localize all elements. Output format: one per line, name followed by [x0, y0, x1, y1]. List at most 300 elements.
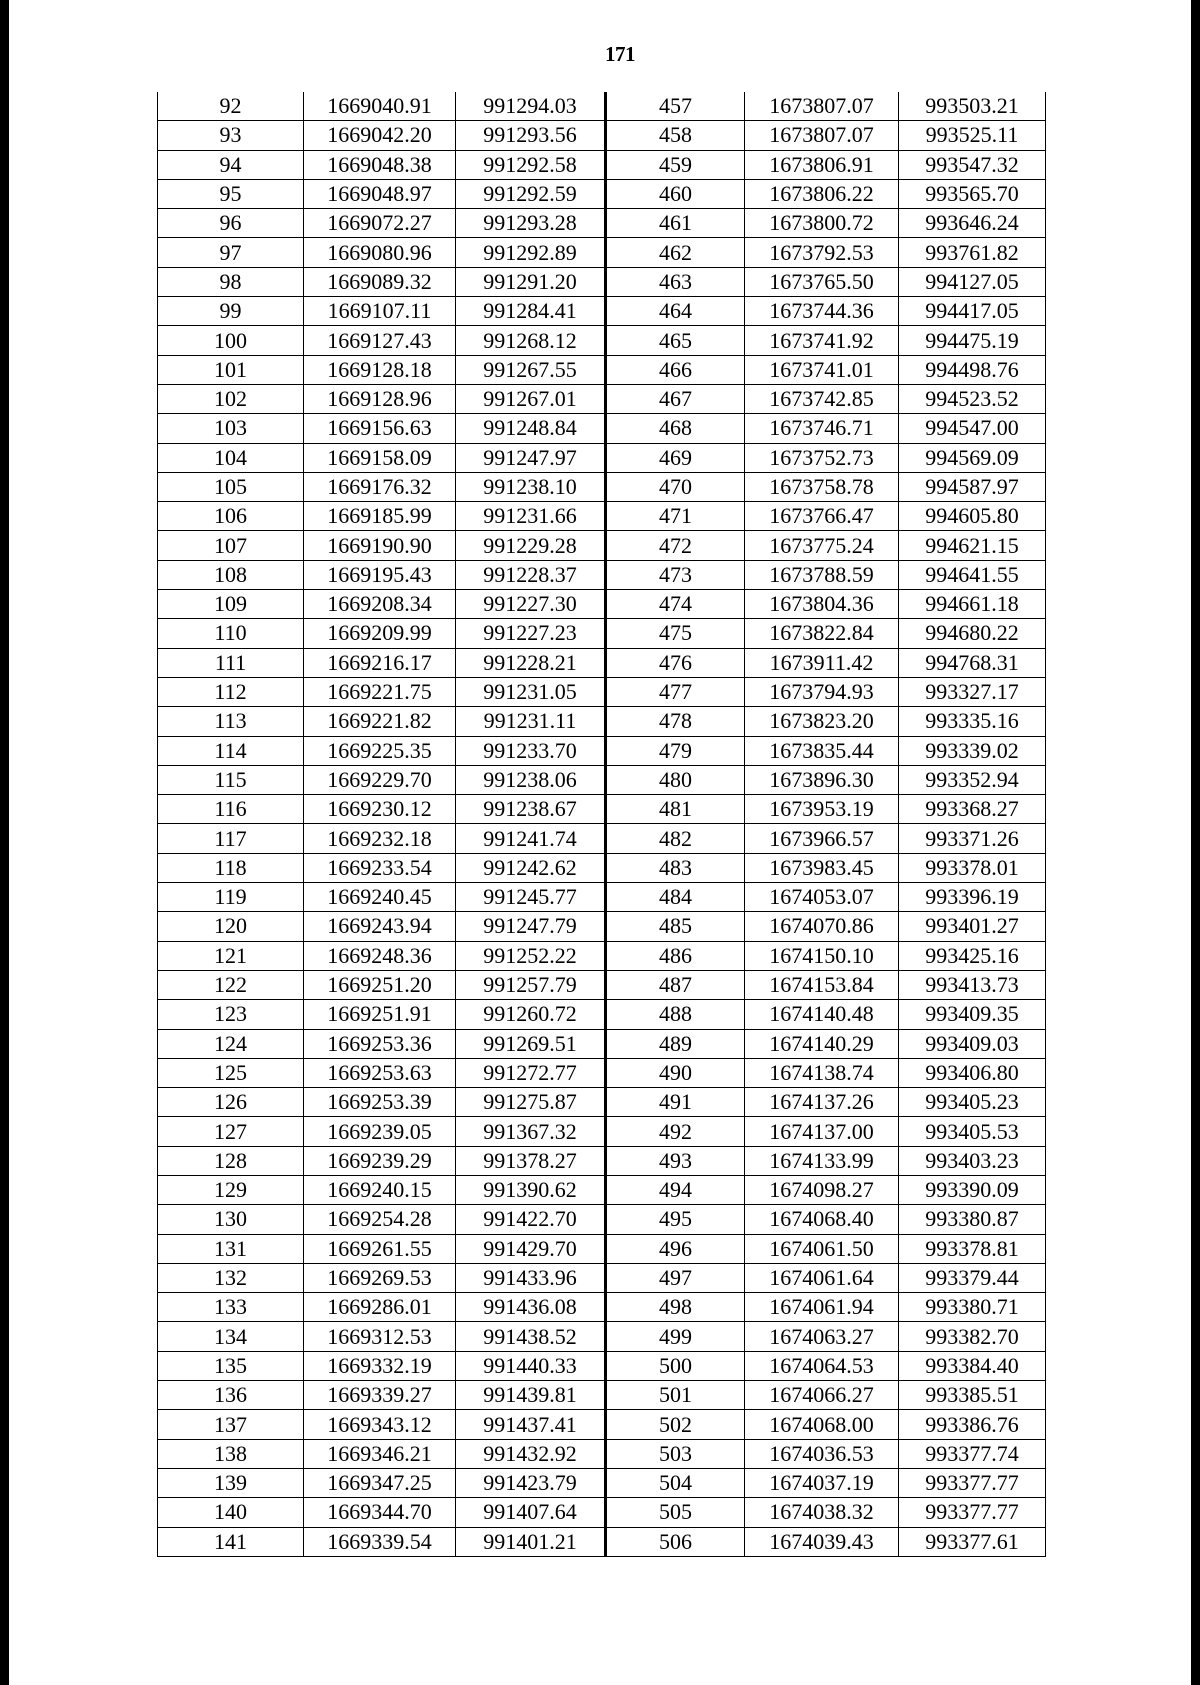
- table-cell-point-number: 124: [158, 1029, 304, 1058]
- table-cell-x-coordinate: 1669072.27: [304, 209, 456, 238]
- table-cell-y-coordinate: 993405.53: [899, 1117, 1046, 1146]
- table-row: [158, 941, 1046, 970]
- table-cell-x-coordinate: 1669254.28: [304, 1205, 456, 1234]
- table-cell-point-number: 110: [158, 619, 304, 648]
- table-row: [158, 1351, 1046, 1380]
- table-cell-x-coordinate: 1674061.50: [745, 1234, 899, 1263]
- table-row: [158, 1439, 1046, 1468]
- table-cell-y-coordinate: 991423.79: [456, 1468, 606, 1497]
- table-cell-point-number: 495: [606, 1205, 745, 1234]
- table-cell-y-coordinate: 991275.87: [456, 1088, 606, 1117]
- table-cell-point-number: 138: [158, 1439, 304, 1468]
- table-cell-point-number: 117: [158, 824, 304, 853]
- table-cell-y-coordinate: 993382.70: [899, 1322, 1046, 1351]
- table-cell-y-coordinate: 993390.09: [899, 1175, 1046, 1204]
- table-cell-y-coordinate: 991238.10: [456, 472, 606, 501]
- table-cell-y-coordinate: 991231.66: [456, 502, 606, 531]
- table-cell-x-coordinate: 1669240.45: [304, 883, 456, 912]
- table-cell-y-coordinate: 993646.24: [899, 209, 1046, 238]
- table-cell-y-coordinate: 994605.80: [899, 502, 1046, 531]
- table-cell-point-number: 504: [606, 1468, 745, 1497]
- table-cell-x-coordinate: 1669233.54: [304, 853, 456, 882]
- table-row: [158, 1000, 1046, 1029]
- table-cell-x-coordinate: 1673835.44: [745, 736, 899, 765]
- table-cell-y-coordinate: 993761.82: [899, 238, 1046, 267]
- table-cell-x-coordinate: 1674039.43: [745, 1527, 899, 1556]
- table-cell-point-number: 496: [606, 1234, 745, 1263]
- table-cell-x-coordinate: 1674061.94: [745, 1293, 899, 1322]
- table-cell-x-coordinate: 1669080.96: [304, 238, 456, 267]
- table-cell-y-coordinate: 991238.06: [456, 765, 606, 794]
- table-cell-x-coordinate: 1669158.09: [304, 443, 456, 472]
- table-cell-y-coordinate: 993377.74: [899, 1439, 1046, 1468]
- table-cell-x-coordinate: 1673983.45: [745, 853, 899, 882]
- table-cell-point-number: 99: [158, 297, 304, 326]
- table-row: [158, 1468, 1046, 1497]
- table-cell-y-coordinate: 991436.08: [456, 1293, 606, 1322]
- table-cell-point-number: 474: [606, 590, 745, 619]
- table-row: [158, 1293, 1046, 1322]
- table-row: [158, 883, 1046, 912]
- table-row: [158, 1234, 1046, 1263]
- scan-edge-right: [1191, 0, 1200, 1685]
- table-cell-x-coordinate: 1673744.36: [745, 297, 899, 326]
- table-cell-point-number: 127: [158, 1117, 304, 1146]
- table-cell-x-coordinate: 1673792.53: [745, 238, 899, 267]
- table-cell-y-coordinate: 993386.76: [899, 1410, 1046, 1439]
- table-cell-x-coordinate: 1669048.38: [304, 150, 456, 179]
- table-cell-point-number: 92: [158, 92, 304, 121]
- table-cell-point-number: 460: [606, 179, 745, 208]
- table-cell-x-coordinate: 1669107.11: [304, 297, 456, 326]
- table-row: [158, 648, 1046, 677]
- table-cell-y-coordinate: 993401.27: [899, 912, 1046, 941]
- table-cell-x-coordinate: 1669251.91: [304, 1000, 456, 1029]
- table-cell-y-coordinate: 991293.28: [456, 209, 606, 238]
- table-cell-point-number: 102: [158, 384, 304, 413]
- table-cell-y-coordinate: 993405.23: [899, 1088, 1046, 1117]
- table-cell-y-coordinate: 993380.87: [899, 1205, 1046, 1234]
- table-cell-point-number: 105: [158, 472, 304, 501]
- table-cell-y-coordinate: 991268.12: [456, 326, 606, 355]
- table-cell-x-coordinate: 1669346.21: [304, 1439, 456, 1468]
- table-cell-point-number: 123: [158, 1000, 304, 1029]
- table-cell-x-coordinate: 1669042.20: [304, 121, 456, 150]
- table-cell-x-coordinate: 1669127.43: [304, 326, 456, 355]
- table-cell-x-coordinate: 1674066.27: [745, 1381, 899, 1410]
- table-row: [158, 1527, 1046, 1556]
- table-cell-point-number: 459: [606, 150, 745, 179]
- table-cell-y-coordinate: 991252.22: [456, 941, 606, 970]
- table-cell-y-coordinate: 991438.52: [456, 1322, 606, 1351]
- table-cell-point-number: 473: [606, 560, 745, 589]
- table-cell-y-coordinate: 993565.70: [899, 179, 1046, 208]
- table-cell-x-coordinate: 1673746.71: [745, 414, 899, 443]
- table-cell-x-coordinate: 1674036.53: [745, 1439, 899, 1468]
- table-row: [158, 853, 1046, 882]
- table-row: [158, 502, 1046, 531]
- table-row: [158, 121, 1046, 150]
- table-cell-x-coordinate: 1673823.20: [745, 707, 899, 736]
- table-cell-y-coordinate: 991367.32: [456, 1117, 606, 1146]
- table-cell-x-coordinate: 1669253.36: [304, 1029, 456, 1058]
- table-cell-x-coordinate: 1673966.57: [745, 824, 899, 853]
- table-cell-point-number: 130: [158, 1205, 304, 1234]
- table-cell-y-coordinate: 991228.37: [456, 560, 606, 589]
- table-cell-point-number: 468: [606, 414, 745, 443]
- table-cell-point-number: 464: [606, 297, 745, 326]
- table-cell-x-coordinate: 1674137.00: [745, 1117, 899, 1146]
- table-row: [158, 619, 1046, 648]
- table-row: [158, 238, 1046, 267]
- table-cell-point-number: 505: [606, 1498, 745, 1527]
- table-cell-point-number: 498: [606, 1293, 745, 1322]
- table-cell-point-number: 113: [158, 707, 304, 736]
- table-cell-x-coordinate: 1674098.27: [745, 1175, 899, 1204]
- table-cell-x-coordinate: 1669048.97: [304, 179, 456, 208]
- table-cell-point-number: 482: [606, 824, 745, 853]
- table-cell-x-coordinate: 1674061.64: [745, 1263, 899, 1292]
- table-cell-point-number: 499: [606, 1322, 745, 1351]
- table-cell-point-number: 467: [606, 384, 745, 413]
- table-cell-point-number: 487: [606, 970, 745, 999]
- table-cell-point-number: 128: [158, 1146, 304, 1175]
- table-cell-y-coordinate: 991293.56: [456, 121, 606, 150]
- table-cell-point-number: 126: [158, 1088, 304, 1117]
- table-cell-x-coordinate: 1673788.59: [745, 560, 899, 589]
- table-cell-x-coordinate: 1669128.18: [304, 355, 456, 384]
- table-cell-point-number: 106: [158, 502, 304, 531]
- table-cell-y-coordinate: 991291.20: [456, 267, 606, 296]
- table-row: [158, 414, 1046, 443]
- table-cell-point-number: 114: [158, 736, 304, 765]
- table-cell-point-number: 489: [606, 1029, 745, 1058]
- table-cell-x-coordinate: 1674053.07: [745, 883, 899, 912]
- table-cell-x-coordinate: 1673953.19: [745, 795, 899, 824]
- table-cell-y-coordinate: 994621.15: [899, 531, 1046, 560]
- table-cell-y-coordinate: 993425.16: [899, 941, 1046, 970]
- table-cell-x-coordinate: 1669208.34: [304, 590, 456, 619]
- table-cell-point-number: 120: [158, 912, 304, 941]
- table-cell-y-coordinate: 994547.00: [899, 414, 1046, 443]
- table-cell-point-number: 131: [158, 1234, 304, 1263]
- table-cell-point-number: 476: [606, 648, 745, 677]
- table-cell-x-coordinate: 1669253.39: [304, 1088, 456, 1117]
- table-cell-point-number: 141: [158, 1527, 304, 1556]
- table-cell-x-coordinate: 1674140.48: [745, 1000, 899, 1029]
- table-cell-y-coordinate: 991267.01: [456, 384, 606, 413]
- table-row: [158, 150, 1046, 179]
- table-cell-x-coordinate: 1669230.12: [304, 795, 456, 824]
- table-cell-x-coordinate: 1673806.91: [745, 150, 899, 179]
- table-cell-point-number: 466: [606, 355, 745, 384]
- table-cell-point-number: 479: [606, 736, 745, 765]
- table-cell-y-coordinate: 991231.11: [456, 707, 606, 736]
- table-cell-x-coordinate: 1669253.63: [304, 1058, 456, 1087]
- table-cell-x-coordinate: 1674133.99: [745, 1146, 899, 1175]
- table-cell-point-number: 471: [606, 502, 745, 531]
- table-cell-y-coordinate: 993385.51: [899, 1381, 1046, 1410]
- table-cell-point-number: 109: [158, 590, 304, 619]
- table-cell-x-coordinate: 1669232.18: [304, 824, 456, 853]
- table-cell-point-number: 111: [158, 648, 304, 677]
- table-cell-y-coordinate: 993379.44: [899, 1263, 1046, 1292]
- table-row: [158, 355, 1046, 384]
- table-cell-point-number: 116: [158, 795, 304, 824]
- table-cell-y-coordinate: 993378.01: [899, 853, 1046, 882]
- table-cell-x-coordinate: 1669221.75: [304, 677, 456, 706]
- table-cell-x-coordinate: 1669248.36: [304, 941, 456, 970]
- table-row: [158, 970, 1046, 999]
- table-cell-point-number: 470: [606, 472, 745, 501]
- table-cell-x-coordinate: 1673807.07: [745, 92, 899, 121]
- table-cell-y-coordinate: 991407.64: [456, 1498, 606, 1527]
- table-cell-x-coordinate: 1674037.19: [745, 1468, 899, 1497]
- table-row: [158, 531, 1046, 560]
- table-cell-y-coordinate: 991228.21: [456, 648, 606, 677]
- table-cell-x-coordinate: 1673804.36: [745, 590, 899, 619]
- table-cell-x-coordinate: 1673742.85: [745, 384, 899, 413]
- table-cell-x-coordinate: 1674038.32: [745, 1498, 899, 1527]
- table-cell-point-number: 94: [158, 150, 304, 179]
- coordinates-table: [157, 92, 1046, 1557]
- table-cell-point-number: 139: [158, 1468, 304, 1497]
- table-cell-x-coordinate: 1674068.00: [745, 1410, 899, 1439]
- table-cell-y-coordinate: 991294.03: [456, 92, 606, 121]
- table-cell-y-coordinate: 991422.70: [456, 1205, 606, 1234]
- table-cell-point-number: 502: [606, 1410, 745, 1439]
- table-cell-x-coordinate: 1669286.01: [304, 1293, 456, 1322]
- table-cell-x-coordinate: 1669156.63: [304, 414, 456, 443]
- table-cell-point-number: 462: [606, 238, 745, 267]
- table-cell-y-coordinate: 991292.89: [456, 238, 606, 267]
- table-cell-point-number: 118: [158, 853, 304, 882]
- table-cell-y-coordinate: 994127.05: [899, 267, 1046, 296]
- table-cell-x-coordinate: 1673765.50: [745, 267, 899, 296]
- table-row: [158, 736, 1046, 765]
- table-row: [158, 1322, 1046, 1351]
- table-cell-x-coordinate: 1669040.91: [304, 92, 456, 121]
- table-cell-x-coordinate: 1674068.40: [745, 1205, 899, 1234]
- table-cell-y-coordinate: 993406.80: [899, 1058, 1046, 1087]
- table-cell-point-number: 140: [158, 1498, 304, 1527]
- table-cell-point-number: 100: [158, 326, 304, 355]
- table-row: [158, 326, 1046, 355]
- table-row: [158, 1058, 1046, 1087]
- table-cell-y-coordinate: 993339.02: [899, 736, 1046, 765]
- table-cell-y-coordinate: 991229.28: [456, 531, 606, 560]
- table-cell-y-coordinate: 993547.32: [899, 150, 1046, 179]
- table-row: [158, 384, 1046, 413]
- table-cell-x-coordinate: 1674138.74: [745, 1058, 899, 1087]
- table-cell-x-coordinate: 1674150.10: [745, 941, 899, 970]
- table-cell-x-coordinate: 1669225.35: [304, 736, 456, 765]
- table-cell-y-coordinate: 993377.61: [899, 1527, 1046, 1556]
- table-cell-y-coordinate: 991247.79: [456, 912, 606, 941]
- table-row: [158, 795, 1046, 824]
- table-cell-y-coordinate: 994587.97: [899, 472, 1046, 501]
- table-cell-point-number: 503: [606, 1439, 745, 1468]
- table-row: [158, 179, 1046, 208]
- table-cell-point-number: 122: [158, 970, 304, 999]
- table-cell-x-coordinate: 1669243.94: [304, 912, 456, 941]
- table-cell-point-number: 483: [606, 853, 745, 882]
- table-cell-y-coordinate: 991248.84: [456, 414, 606, 443]
- table-cell-y-coordinate: 993380.71: [899, 1293, 1046, 1322]
- table-cell-y-coordinate: 993371.26: [899, 824, 1046, 853]
- table-row: [158, 707, 1046, 736]
- table-cell-y-coordinate: 994641.55: [899, 560, 1046, 589]
- table-cell-point-number: 129: [158, 1175, 304, 1204]
- table-cell-x-coordinate: 1669261.55: [304, 1234, 456, 1263]
- table-cell-point-number: 112: [158, 677, 304, 706]
- table-row: [158, 1029, 1046, 1058]
- table-cell-point-number: 136: [158, 1381, 304, 1410]
- table-cell-y-coordinate: 991267.55: [456, 355, 606, 384]
- table-cell-x-coordinate: 1673775.24: [745, 531, 899, 560]
- table-cell-point-number: 506: [606, 1527, 745, 1556]
- table-row: [158, 590, 1046, 619]
- table-cell-y-coordinate: 991257.79: [456, 970, 606, 999]
- table-cell-x-coordinate: 1669239.05: [304, 1117, 456, 1146]
- table-row: [158, 1381, 1046, 1410]
- table-row: [158, 912, 1046, 941]
- table-cell-x-coordinate: 1669128.96: [304, 384, 456, 413]
- page-number: 171: [605, 42, 635, 66]
- table-cell-point-number: 95: [158, 179, 304, 208]
- table-cell-y-coordinate: 994417.05: [899, 297, 1046, 326]
- table-cell-point-number: 121: [158, 941, 304, 970]
- table-cell-y-coordinate: 991432.92: [456, 1439, 606, 1468]
- table-cell-point-number: 475: [606, 619, 745, 648]
- table-cell-y-coordinate: 994523.52: [899, 384, 1046, 413]
- table-cell-point-number: 480: [606, 765, 745, 794]
- table-cell-x-coordinate: 1669339.54: [304, 1527, 456, 1556]
- table-cell-x-coordinate: 1673911.42: [745, 648, 899, 677]
- table-row: [158, 1263, 1046, 1292]
- table-cell-x-coordinate: 1674064.53: [745, 1351, 899, 1380]
- table-cell-x-coordinate: 1669240.15: [304, 1175, 456, 1204]
- table-cell-point-number: 500: [606, 1351, 745, 1380]
- table-cell-y-coordinate: 991292.59: [456, 179, 606, 208]
- table-cell-point-number: 485: [606, 912, 745, 941]
- table-cell-y-coordinate: 993503.21: [899, 92, 1046, 121]
- table-row: [158, 267, 1046, 296]
- table-row: [158, 297, 1046, 326]
- table-cell-point-number: 119: [158, 883, 304, 912]
- table-cell-x-coordinate: 1673807.07: [745, 121, 899, 150]
- table-cell-y-coordinate: 991227.30: [456, 590, 606, 619]
- table-row: [158, 472, 1046, 501]
- table-cell-point-number: 484: [606, 883, 745, 912]
- table-row: [158, 92, 1046, 121]
- table-row: [158, 1205, 1046, 1234]
- table-cell-x-coordinate: 1673896.30: [745, 765, 899, 794]
- table-cell-y-coordinate: 991233.70: [456, 736, 606, 765]
- table-cell-x-coordinate: 1674070.86: [745, 912, 899, 941]
- table-cell-x-coordinate: 1673806.22: [745, 179, 899, 208]
- table-cell-x-coordinate: 1669344.70: [304, 1498, 456, 1527]
- table-cell-point-number: 478: [606, 707, 745, 736]
- table-row: [158, 1117, 1046, 1146]
- table-row: [158, 1146, 1046, 1175]
- table-cell-x-coordinate: 1669312.53: [304, 1322, 456, 1351]
- table-cell-point-number: 98: [158, 267, 304, 296]
- table-cell-x-coordinate: 1673766.47: [745, 502, 899, 531]
- table-cell-point-number: 458: [606, 121, 745, 150]
- table-cell-y-coordinate: 991433.96: [456, 1263, 606, 1292]
- table-cell-x-coordinate: 1674140.29: [745, 1029, 899, 1058]
- table-cell-x-coordinate: 1673741.92: [745, 326, 899, 355]
- table-cell-x-coordinate: 1673800.72: [745, 209, 899, 238]
- table-cell-y-coordinate: 991284.41: [456, 297, 606, 326]
- table-cell-x-coordinate: 1669332.19: [304, 1351, 456, 1380]
- table-cell-x-coordinate: 1669339.27: [304, 1381, 456, 1410]
- table-row: [158, 824, 1046, 853]
- table-cell-y-coordinate: 994661.18: [899, 590, 1046, 619]
- table-cell-y-coordinate: 991429.70: [456, 1234, 606, 1263]
- table-cell-point-number: 493: [606, 1146, 745, 1175]
- table-cell-x-coordinate: 1674153.84: [745, 970, 899, 999]
- table-cell-x-coordinate: 1669221.82: [304, 707, 456, 736]
- table-cell-y-coordinate: 993409.35: [899, 1000, 1046, 1029]
- table-cell-y-coordinate: 991227.23: [456, 619, 606, 648]
- table-cell-y-coordinate: 993368.27: [899, 795, 1046, 824]
- table-cell-point-number: 134: [158, 1322, 304, 1351]
- table-cell-x-coordinate: 1669269.53: [304, 1263, 456, 1292]
- table-cell-x-coordinate: 1669176.32: [304, 472, 456, 501]
- table-cell-y-coordinate: 991238.67: [456, 795, 606, 824]
- table-cell-x-coordinate: 1669343.12: [304, 1410, 456, 1439]
- table-cell-point-number: 488: [606, 1000, 745, 1029]
- table-row: [158, 560, 1046, 589]
- table-cell-point-number: 486: [606, 941, 745, 970]
- table-cell-point-number: 137: [158, 1410, 304, 1439]
- table-cell-y-coordinate: 991260.72: [456, 1000, 606, 1029]
- table-row: [158, 209, 1046, 238]
- table-cell-y-coordinate: 993352.94: [899, 765, 1046, 794]
- table-cell-point-number: 463: [606, 267, 745, 296]
- table-cell-y-coordinate: 991241.74: [456, 824, 606, 853]
- table-cell-x-coordinate: 1674063.27: [745, 1322, 899, 1351]
- table-cell-y-coordinate: 993327.17: [899, 677, 1046, 706]
- table-cell-y-coordinate: 994475.19: [899, 326, 1046, 355]
- table-cell-x-coordinate: 1669209.99: [304, 619, 456, 648]
- table-cell-point-number: 477: [606, 677, 745, 706]
- table-cell-x-coordinate: 1669185.99: [304, 502, 456, 531]
- table-cell-x-coordinate: 1674137.26: [745, 1088, 899, 1117]
- table-cell-y-coordinate: 991231.05: [456, 677, 606, 706]
- table-cell-y-coordinate: 993335.16: [899, 707, 1046, 736]
- table-cell-point-number: 469: [606, 443, 745, 472]
- table-cell-y-coordinate: 994680.22: [899, 619, 1046, 648]
- table-cell-y-coordinate: 991439.81: [456, 1381, 606, 1410]
- table-cell-point-number: 481: [606, 795, 745, 824]
- scan-edge-left: [0, 0, 9, 1685]
- table-cell-y-coordinate: 991378.27: [456, 1146, 606, 1175]
- table-cell-point-number: 107: [158, 531, 304, 560]
- table-cell-x-coordinate: 1669347.25: [304, 1468, 456, 1497]
- table-row: [158, 1088, 1046, 1117]
- table-cell-x-coordinate: 1669190.90: [304, 531, 456, 560]
- table-cell-point-number: 103: [158, 414, 304, 443]
- table-cell-x-coordinate: 1669195.43: [304, 560, 456, 589]
- table-cell-y-coordinate: 991437.41: [456, 1410, 606, 1439]
- table-cell-y-coordinate: 993525.11: [899, 121, 1046, 150]
- table-row: [158, 1498, 1046, 1527]
- table-cell-point-number: 494: [606, 1175, 745, 1204]
- table-row: [158, 1175, 1046, 1204]
